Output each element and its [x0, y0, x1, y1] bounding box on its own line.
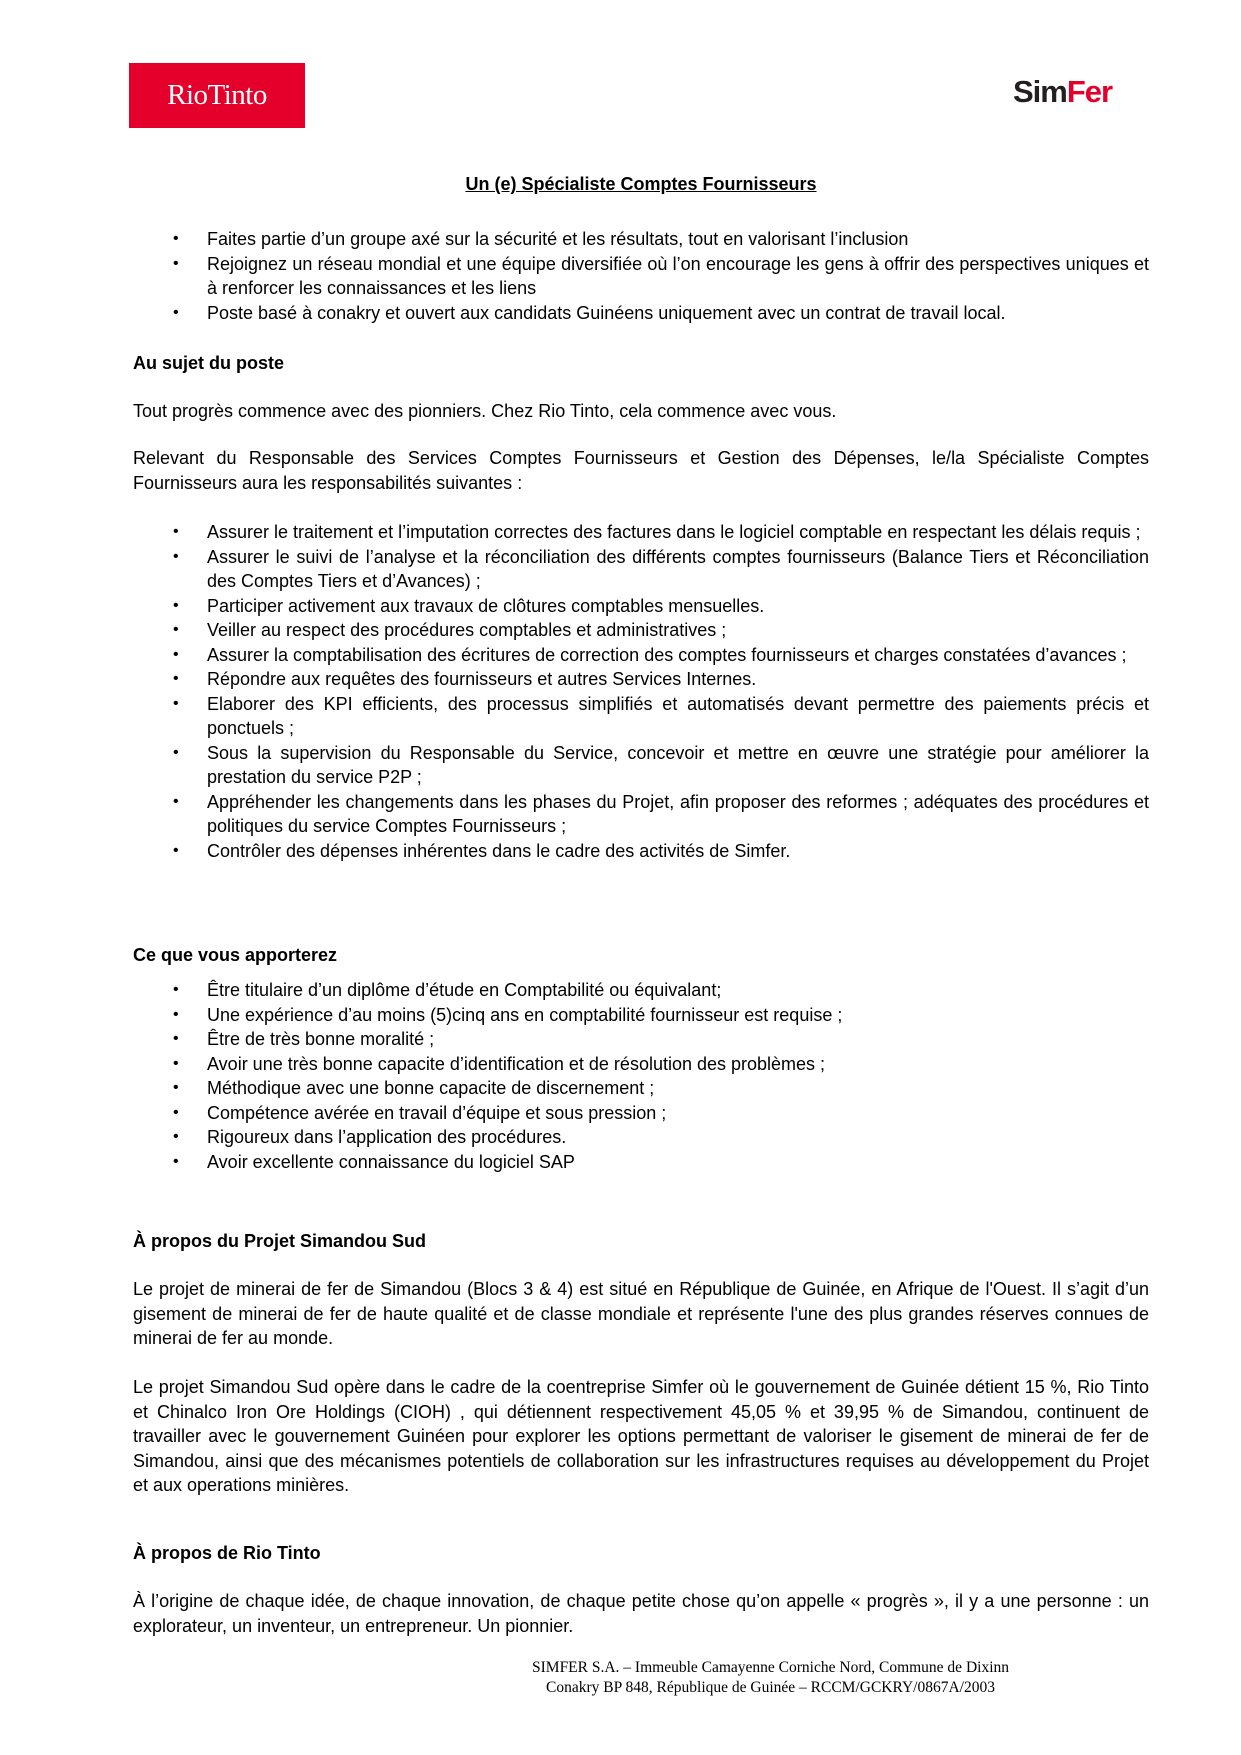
list-item: • Être de très bonne moralité ; — [133, 1027, 1149, 1052]
list-item: • Être titulaire d’un diplôme d’étude en Comptabilité ou équivalant; — [133, 978, 1149, 1003]
paragraph: Le projet Simandou Sud opère dans le cadre de la coentreprise Simfer où le gouvernement de Guinée détient 15 %, Rio Tinto et Chinalco Iron Ore Holdings (CIOH) , qui détiennent respectivement 45,05 % et 39,95 % de Simandou, continuent de travailler avec le gouvernement Guinéen pour explorer les options permettant de valoriser le gisement de minerai de fer de Simandou, ainsi que des mécanismes potentiels de collaboration sur les infrastructures requises au développement du Projet et aux operations minières. — [133, 1377, 1149, 1495]
list-item: • Compétence avérée en travail d’équipe et sous pression ; — [133, 1101, 1149, 1126]
list-item: • Appréhender les changements dans les phases du Projet, afin proposer des reformes ; adéquates des procédures et politiques du service Comptes Fournisseurs ; — [133, 790, 1149, 839]
simfer-logo — [1013, 74, 1112, 110]
simfer-logo-fer: Fer — [1066, 74, 1113, 109]
section-heading-requirements: Ce que vous apporterez — [133, 945, 338, 965]
list-item: • Elaborer des KPI efficients, des processus simplifiés et automatisés devant permettre des paiements précis et ponctuels ; — [133, 692, 1149, 741]
list-item: • Méthodique avec une bonne capacite de discernement ; — [133, 1076, 1149, 1101]
list-item: • Répondre aux requêtes des fournisseurs et autres Services Internes. — [133, 667, 1149, 692]
intro-bullet-list — [133, 227, 1149, 325]
list-item: • Assurer la comptabilisation des écritures de correction des comptes fournisseurs et charges constatées d’avances ; — [133, 643, 1149, 668]
list-item: • Rejoignez un réseau mondial et une équipe diversifiée où l’on encourage les gens à offrir des perspectives uniques et à renforcer les connaissances et les liens — [133, 252, 1149, 301]
list-item: • Assurer le suivi de l’analyse et la réconciliation des différents comptes fournisseurs (Balance Tiers et Réconciliation des Comptes Tiers et d’Avances) ; — [133, 545, 1149, 594]
paragraph: À l’origine de chaque idée, de chaque innovation, de chaque petite chose qu’on appelle « progrès », il y a une personne : un explorateur, un inventeur, un entrepreneur. Un pionnier. — [133, 1591, 1149, 1636]
simfer-logo-sim: Sim — [1013, 74, 1067, 109]
rio-tinto-logo-text: RioTinto — [167, 79, 267, 111]
job-title: Un (e) Spécialiste Comptes Fournisseurs — [465, 174, 817, 194]
section-heading-about-role: Au sujet du poste — [133, 353, 285, 373]
list-item: • Rigoureux dans l’application des procédures. — [133, 1125, 1149, 1150]
list-item: • Avoir excellente connaissance du logiciel SAP — [133, 1150, 1149, 1175]
list-item: • Avoir une très bonne capacite d’identification et de résolution des problèmes ; — [133, 1052, 1149, 1077]
list-item: • Poste basé à conakry et ouvert aux candidats Guinéens uniquement avec un contrat de travail local. — [133, 301, 1149, 326]
paragraph: Tout progrès commence avec des pionniers. Chez Rio Tinto, cela commence avec vous. — [133, 401, 837, 421]
responsibilities-list — [133, 520, 1149, 863]
footer-line: Conakry BP 848, République de Guinée – RCCM/GCKRY/0867A/2003 — [546, 1679, 995, 1696]
list-item: • Veiller au respect des procédures comptables et administratives ; — [133, 618, 1149, 643]
section-heading-rio-tinto: À propos de Rio Tinto — [133, 1543, 321, 1563]
footer-line: SIMFER S.A. – Immeuble Camayenne Corniche Nord, Commune de Dixinn — [532, 1659, 1009, 1676]
list-item: • Contrôler des dépenses inhérentes dans le cadre des activités de Simfer. — [133, 839, 1149, 864]
paragraph: Le projet de minerai de fer de Simandou (Blocs 3 & 4) est situé en République de Guinée, en Afrique de l'Ouest. Il s’agit d’un gisement de minerai de fer de haute qualité et de classe mondiale et représente l'une des plus grandes réserves connues de minerai de fer au monde. — [133, 1279, 1149, 1348]
list-item: • Une expérience d’au moins (5)cinq ans en comptabilité fournisseur est requise ; — [133, 1003, 1149, 1028]
section-heading-simandou: À propos du Projet Simandou Sud — [133, 1231, 427, 1251]
list-item: • Faites partie d’un groupe axé sur la sécurité et les résultats, tout en valorisant l’inclusion — [133, 227, 1149, 252]
paragraph: Relevant du Responsable des Services Comptes Fournisseurs et Gestion des Dépenses, le/la Spécialiste Comptes Fournisseurs aura les responsabilités suivantes : — [133, 448, 1149, 493]
footer-address — [0, 1658, 1241, 1698]
list-item: • Sous la supervision du Responsable du Service, concevoir et mettre en œuvre une stratégie pour améliorer la prestation du service P2P ; — [133, 741, 1149, 790]
requirements-list — [133, 978, 1149, 1174]
rio-tinto-logo — [129, 63, 305, 128]
list-item: • Assurer le traitement et l’imputation correctes des factures dans le logiciel comptable en respectant les délais requis ; — [133, 520, 1149, 545]
list-item: • Participer activement aux travaux de clôtures comptables mensuelles. — [133, 594, 1149, 619]
